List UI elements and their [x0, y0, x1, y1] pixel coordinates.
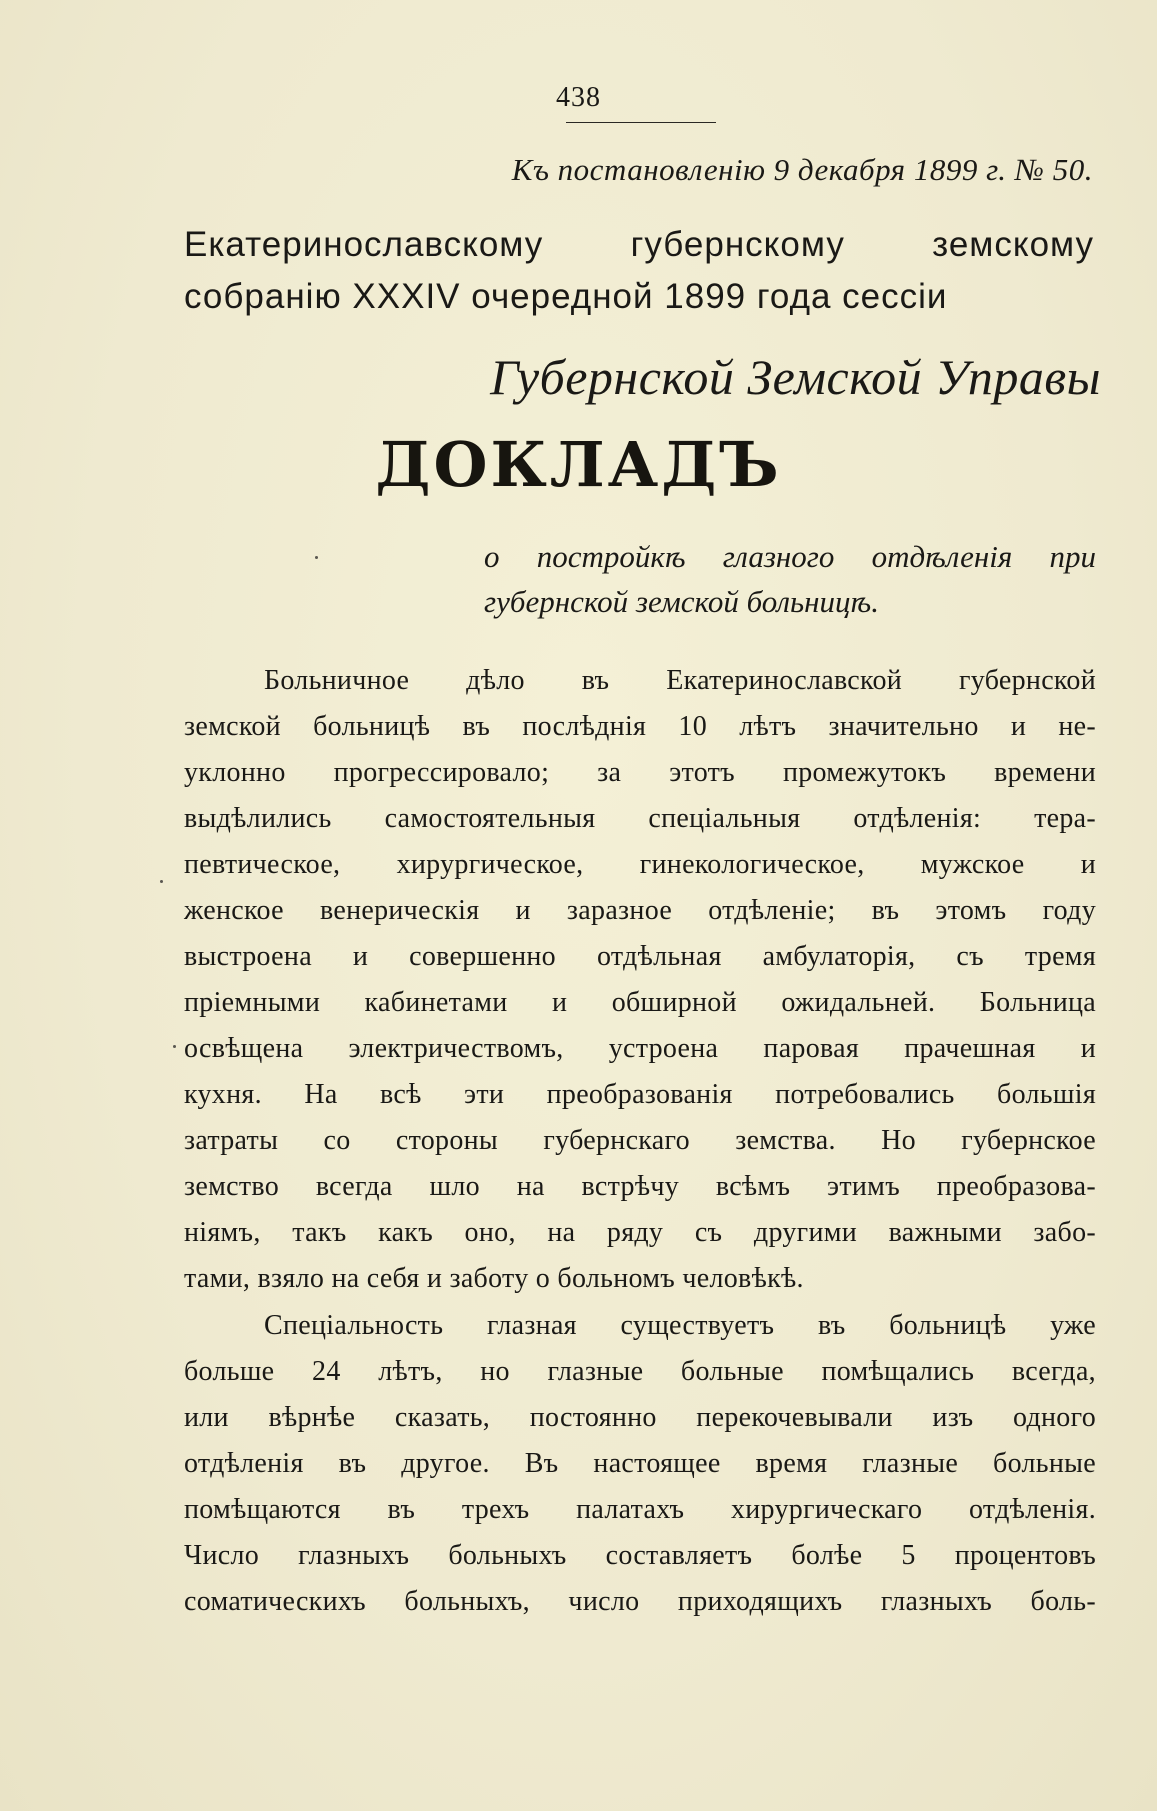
body-line: тами, взяло на себя и заботу о больномъ человѣкѣ. [184, 1263, 804, 1294]
body-line: больше 24 лѣтъ, но глазные больные помѣщались всегда, [184, 1356, 1096, 1387]
body-line: Больничное дѣло въ Екатеринославской губернской [264, 665, 1096, 696]
body-line: кухня. На всѣ эти преобразованія потребовались большія [184, 1079, 1096, 1110]
subject-line-2: губернской земской больницѣ. [484, 584, 879, 619]
body-line: земство всегда шло на встрѣчу всѣмъ этимъ преобразова- [184, 1171, 1096, 1202]
addressee-line-1: Екатеринославскому губернскому земскому [184, 225, 1094, 264]
margin-speck [173, 1045, 176, 1048]
issuing-authority: Губернской Земской Управы [490, 349, 1101, 405]
document-title-text: ДОКЛАДЪ [367, 428, 789, 501]
body-line: пріемными кабинетами и обширной ожидальней. Больница [184, 987, 1096, 1018]
resolution-reference: Къ постановленію 9 декабря 1899 г. № 50. [511, 152, 1093, 187]
body-line: Число глазныхъ больныхъ составляетъ болѣе 5 процентовъ [184, 1540, 1096, 1571]
body-line: Спеціальность глазная существуетъ въ больницѣ уже [264, 1310, 1096, 1341]
body-line: женское венерическія и заразное отдѣленіе; въ этомъ году [184, 895, 1096, 926]
addressee-line-2: собранію XXXIV очередной 1899 года сессіи [184, 277, 948, 316]
page-number: 438 [556, 82, 601, 113]
body-line: певтическое, хирургическое, гинекологическое, мужское и [184, 849, 1096, 880]
body-line: выдѣлились самостоятельныя спеціальныя отдѣленія: тера- [184, 803, 1096, 834]
body-line: выстроена и совершенно отдѣльная амбулаторія, съ тремя [184, 941, 1096, 972]
margin-speck [315, 556, 318, 559]
body-line: или вѣрнѣе сказать, постоянно перекочевывали изъ одного [184, 1402, 1096, 1433]
page-number-rule [566, 122, 716, 123]
body-line: помѣщаются въ трехъ палатахъ хирургическаго отдѣленія. [184, 1494, 1096, 1525]
body-line: ніямъ, такъ какъ оно, на ряду съ другими важными забо- [184, 1217, 1096, 1248]
subject-line-1: о постройкѣ глазного отдѣленія при [484, 539, 1096, 574]
body-line: земской больницѣ въ послѣднія 10 лѣтъ значительно и не- [184, 711, 1096, 742]
body-line: отдѣленія въ другое. Въ настоящее время глазные больные [184, 1448, 1096, 1479]
body-line: затраты со стороны губернскаго земства. Но губернское [184, 1125, 1096, 1156]
margin-speck [160, 880, 163, 883]
body-line: уклонно прогрессировало; за этотъ промежутокъ времени [184, 757, 1096, 788]
body-line: освѣщена электричествомъ, устроена паровая прачешная и [184, 1033, 1096, 1064]
body-line: соматическихъ больныхъ, число приходящихъ глазныхъ боль- [184, 1586, 1096, 1617]
document-title [0, 428, 1157, 501]
